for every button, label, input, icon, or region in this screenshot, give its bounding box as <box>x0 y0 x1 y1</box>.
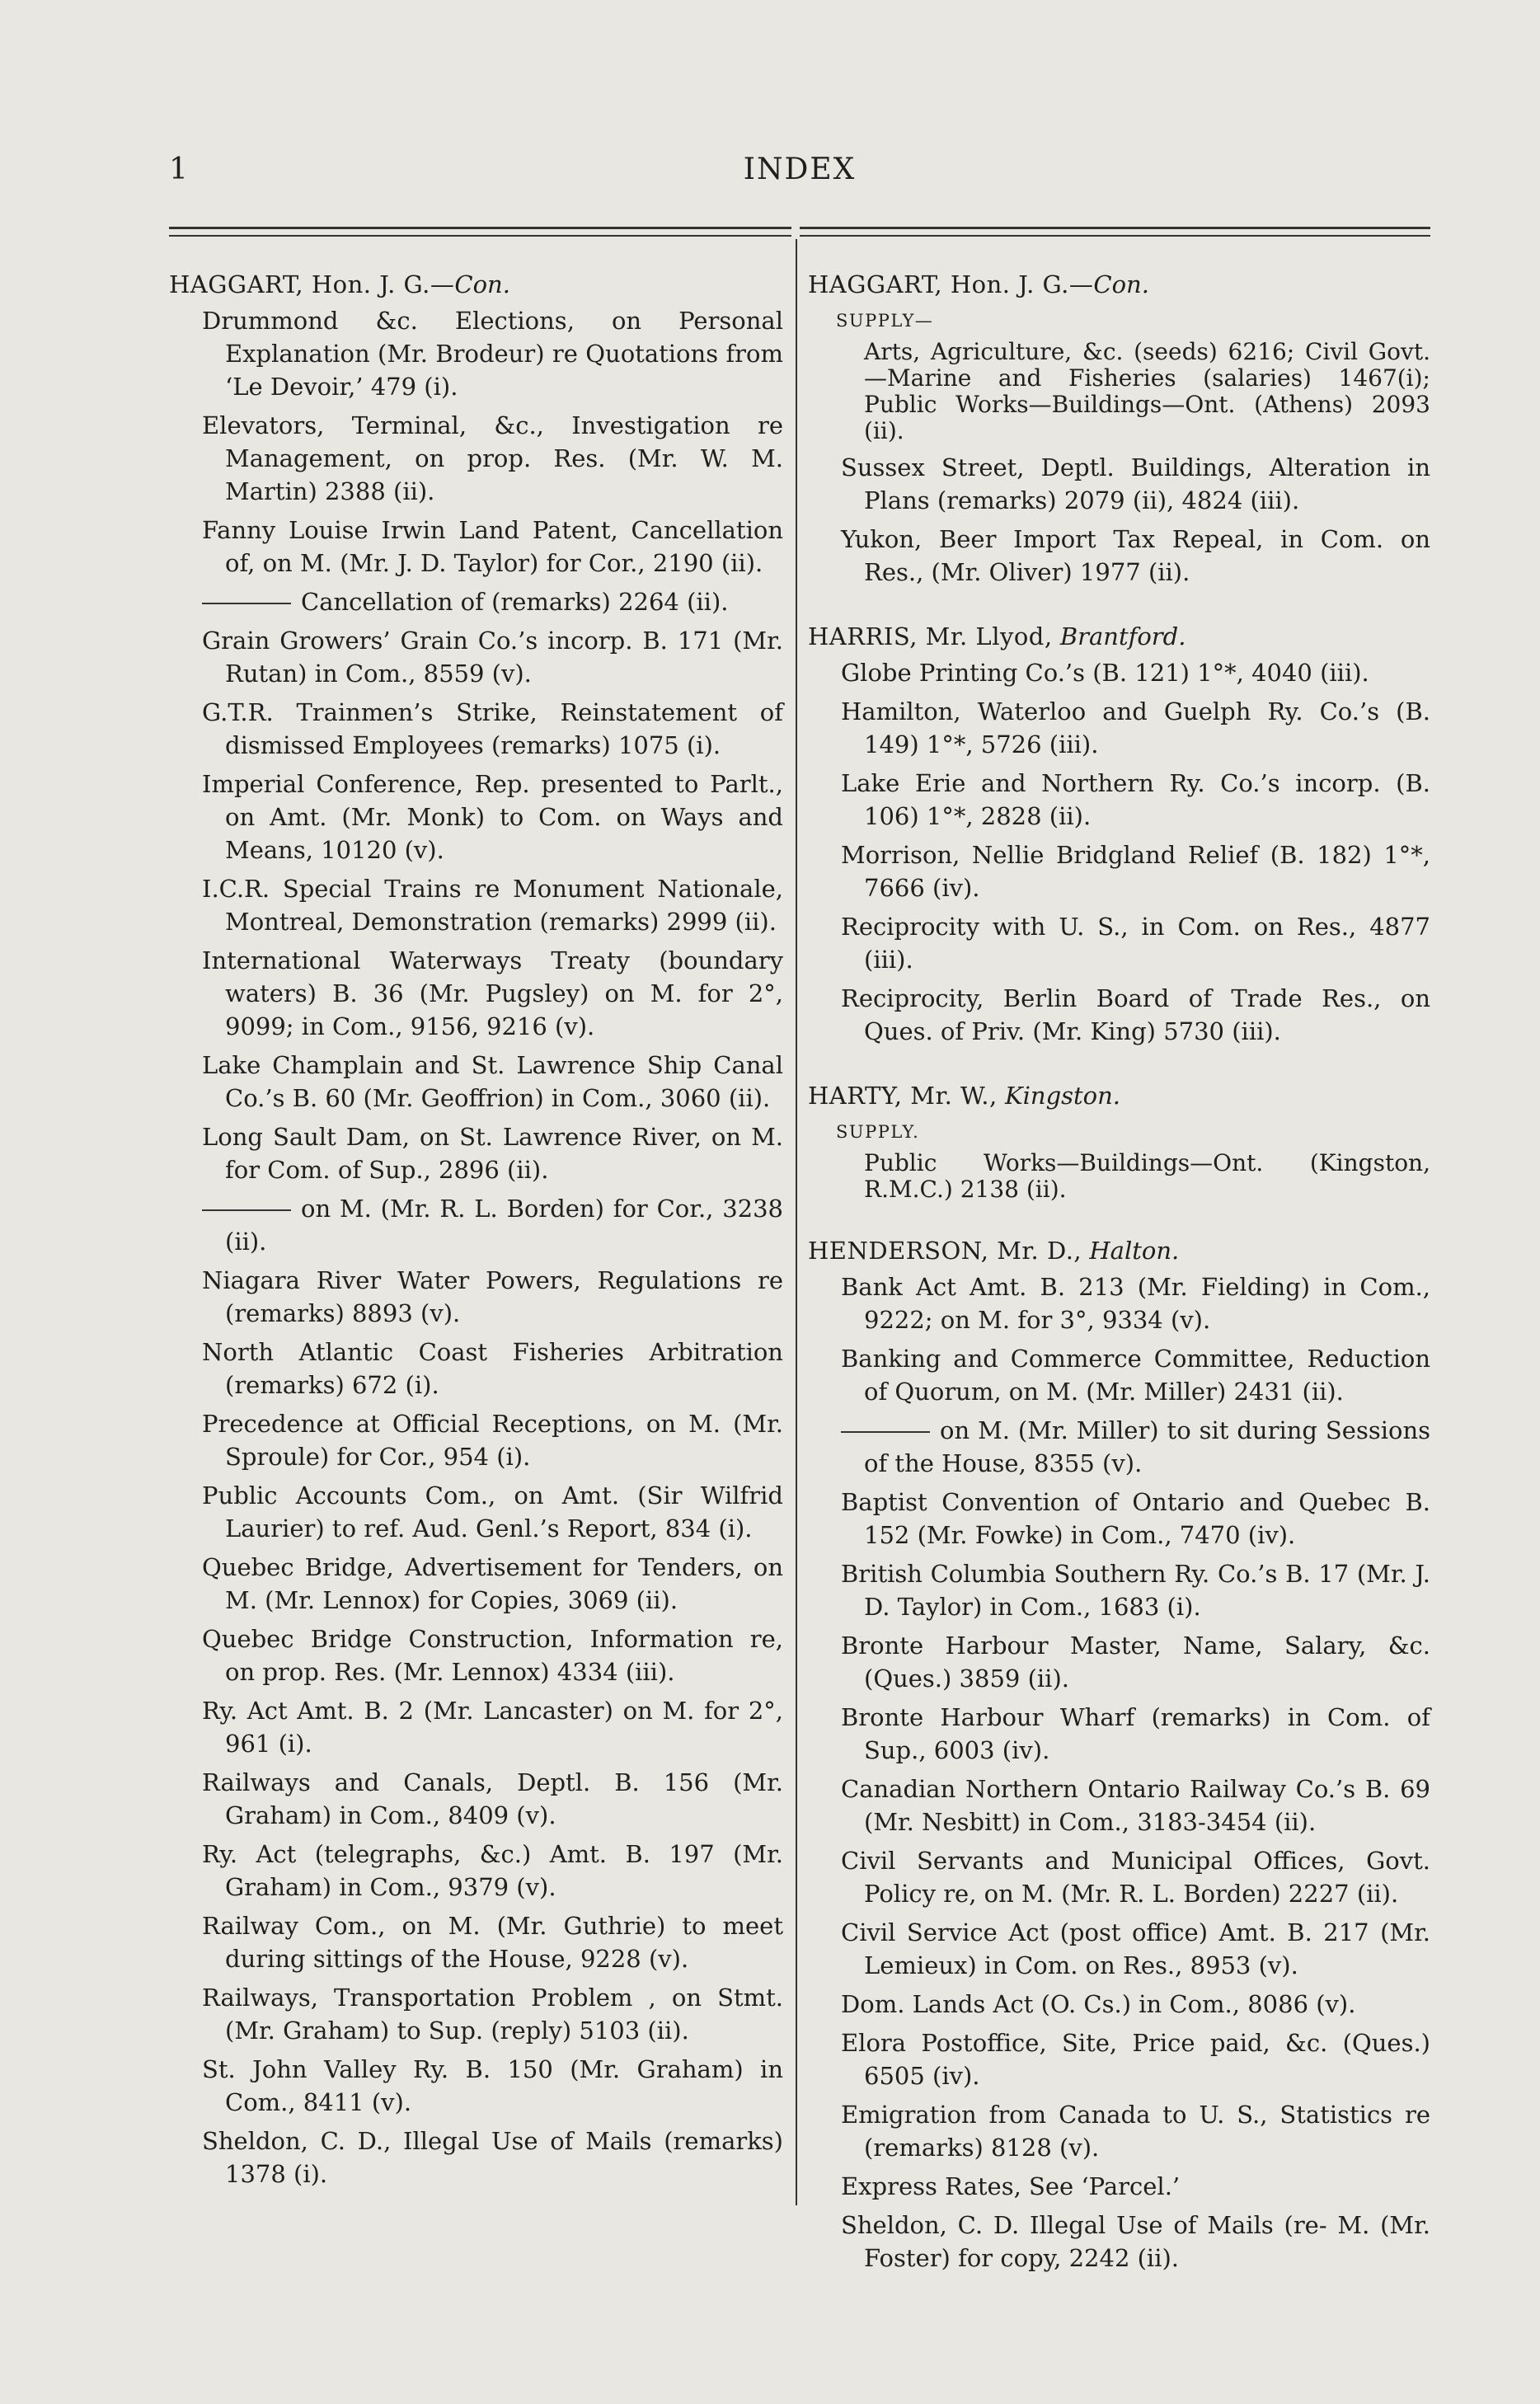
member-heading <box>808 268 1430 301</box>
header-rule-left-lower <box>169 235 791 237</box>
index-entry: Reciprocity, Berlin Board of Trade Res., on Ques. of Priv. (Mr. King) 5730 (iii). <box>841 984 1430 1045</box>
supply-label: SUPPLY. <box>836 1122 920 1142</box>
index-entry: British Columbia Southern Ry. Co.’s B. 17 (Mr. J. D. Taylor) in Com., 1683 (i). <box>841 1560 1430 1621</box>
member-group-harris <box>808 620 1430 1048</box>
page-header <box>169 153 1430 202</box>
index-entry: Quebec Bridge Construction, Information re, on prop. Res. (Mr. Lennox) 4334 (iii). <box>202 1625 783 1686</box>
index-entry: Sussex Street, Deptl. Buildings, Alteration in Plans (remarks) 2079 (ii), 4824 (iii). <box>841 453 1430 514</box>
left-column <box>169 268 783 2196</box>
member-riding: Brantford. <box>1059 622 1186 650</box>
index-entry: Ry. Act Amt. B. 2 (Mr. Lancaster) on M. for 2°, 961 (i). <box>202 1697 783 1758</box>
index-subentry: on M. (Mr. Miller) to sit during Sessions of the House, 8355 (v). <box>808 1414 1430 1480</box>
index-entry: North Atlantic Coast Fisheries Arbitration (remarks) 672 (i). <box>202 1338 783 1399</box>
member-group-henderson <box>808 1234 1430 2275</box>
member-riding: Kingston. <box>1004 1082 1121 1110</box>
index-entry: Bronte Harbour Master, Name, Salary, &c. (Ques.) 3859 (ii). <box>841 1632 1430 1693</box>
index-entry: Lake Champlain and St. Lawrence Ship Canal Co.’s B. 60 (Mr. Geoffrion) in Com., 3060 (ii). <box>202 1051 783 1112</box>
index-entry: Hamilton, Waterloo and Guelph Ry. Co.’s (B. 149) 1°*, 5726 (iii). <box>841 697 1430 758</box>
member-heading <box>808 1079 1430 1112</box>
index-entry: Imperial Conference, Rep. presented to Parlt., on Amt. (Mr. Monk) to Com. on Ways and Means, 10120 (v). <box>202 770 783 864</box>
member-name: HARTY, Mr. W., <box>808 1082 998 1110</box>
index-entry: I.C.R. Special Trains re Monument Nationale, Montreal, Demonstration (remarks) 2999 (ii). <box>202 875 783 936</box>
member-riding: Con. <box>454 270 510 298</box>
ditto-dash <box>202 603 291 604</box>
index-entry: Grain Growers’ Grain Co.’s incorp. B. 171 (Mr. Rutan) in Com., 8559 (v). <box>202 627 783 688</box>
column-divider <box>796 239 797 2205</box>
member-riding: Con. <box>1093 270 1149 298</box>
index-entry: Express Rates, See ‘Parcel.’ <box>841 2172 1181 2200</box>
page-number: 1 <box>169 153 188 186</box>
index-entry: Railways, Transportation Problem , on Stmt. (Mr. Graham) to Sup. (reply) 5103 (ii). <box>202 1984 783 2045</box>
right-column <box>808 268 1430 2306</box>
header-rule-left <box>169 227 791 229</box>
index-entry: Globe Printing Co.’s (B. 121) 1°*, 4040 (iii). <box>841 659 1369 687</box>
index-entry: Yukon, Beer Import Tax Repeal, in Com. on Res., (Mr. Oliver) 1977 (ii). <box>841 525 1430 586</box>
index-entry: G.T.R. Trainmen’s Strike, Reinstatement of dismissed Employees (remarks) 1075 (i). <box>202 698 783 759</box>
index-entry: Fanny Louise Irwin Land Patent, Cancellation of, on M. (Mr. J. D. Taylor) for Cor., 2190 (ii). <box>202 516 783 577</box>
index-entry: Public Accounts Com., on Amt. (Sir Wilfrid Laurier) to ref. Aud. Genl.’s Report, 834 (i). <box>202 1481 783 1542</box>
index-subentry: Cancellation of (remarks) 2264 (ii). <box>169 585 783 618</box>
header-rule-right <box>800 227 1430 229</box>
member-heading <box>169 268 783 301</box>
index-entry: Dom. Lands Act (O. Cs.) in Com., 8086 (v). <box>841 1990 1356 2018</box>
index-entry: International Waterways Treaty (boundary waters) B. 36 (Mr. Pugsley) on M. for 2°, 9099; in Com., 9156, 9216 (v). <box>202 946 783 1040</box>
index-entry: Bronte Harbour Wharf (remarks) in Com. of Sup., 6003 (iv). <box>841 1703 1430 1764</box>
index-subentry: on M. (Mr. R. L. Borden) for Cor., 3238 (ii). <box>169 1192 783 1258</box>
index-entry: Baptist Convention of Ontario and Quebec B. 152 (Mr. Fowke) in Com., 7470 (iv). <box>841 1488 1430 1549</box>
index-entry: Precedence at Official Receptions, on M. (Mr. Sproule) for Cor., 954 (i). <box>202 1410 783 1471</box>
index-entry: Emigration from Canada to U. S., Statistics re (remarks) 8128 (v). <box>841 2101 1430 2162</box>
member-name: HAGGART, Hon. J. G.— <box>808 270 1094 298</box>
supply-entry: Public Works—Buildings—Ont. (Kingston, R.M.C.) 2138 (ii). <box>864 1149 1430 1203</box>
supply-entry: Arts, Agriculture, &c. (seeds) 6216; Civil Govt.—Marine and Fisheries (salaries) 1467(i); Public Works—Buildings—Ont. (Athens) 2093 (ii). <box>864 338 1430 444</box>
page-title: INDEX <box>743 153 857 186</box>
index-entry: Civil Service Act (post office) Amt. B. 217 (Mr. Lemieux) in Com. on Res., 8953 (v). <box>841 1918 1430 1979</box>
header-rule-right-lower <box>800 235 1430 237</box>
member-heading <box>808 620 1430 653</box>
member-heading <box>808 1234 1430 1267</box>
member-name: HARRIS, Mr. Llyod, <box>808 622 1053 650</box>
index-entry: Canadian Northern Ontario Railway Co.’s B. 69 (Mr. Nesbitt) in Com., 3183-3454 (ii). <box>841 1775 1430 1836</box>
index-entry: Lake Erie and Northern Ry. Co.’s incorp. (B. 106) 1°*, 2828 (ii). <box>841 769 1430 830</box>
index-entry: Drummond &c. Elections, on Personal Explanation (Mr. Brodeur) re Quotations from ‘Le Devoir,’ 479 (i). <box>202 307 783 401</box>
member-group-haggart <box>808 268 1430 589</box>
ditto-dash <box>202 1209 291 1211</box>
index-entry: Banking and Commerce Committee, Reduction of Quorum, on M. (Mr. Miller) 2431 (ii). <box>841 1345 1430 1406</box>
ditto-dash <box>841 1431 930 1433</box>
index-entry: Railways and Canals, Deptl. B. 156 (Mr. Graham) in Com., 8409 (v). <box>202 1768 783 1829</box>
index-entry: Elevators, Terminal, &c., Investigation re Management, on prop. Res. (Mr. W. M. Martin) 2388 (ii). <box>202 411 783 505</box>
member-group-harty <box>808 1079 1430 1203</box>
member-name: HAGGART, Hon. J. G.— <box>169 270 455 298</box>
index-entry: Morrison, Nellie Bridgland Relief (B. 182) 1°*, 7666 (iv). <box>841 841 1430 902</box>
supply-label: SUPPLY— <box>836 311 934 331</box>
index-entry: Civil Servants and Municipal Offices, Govt. Policy re, on M. (Mr. R. L. Borden) 2227 (ii). <box>841 1847 1430 1908</box>
index-entry: Railway Com., on M. (Mr. Guthrie) to meet during sittings of the House, 9228 (v). <box>202 1912 783 1973</box>
index-entry: Reciprocity with U. S., in Com. on Res., 4877 (iii). <box>841 913 1430 974</box>
index-entry: Elora Postoffice, Site, Price paid, &c. (Ques.) 6505 (iv). <box>841 2029 1430 2090</box>
index-entry: Sheldon, C. D., Illegal Use of Mails (remarks) 1378 (i). <box>202 2127 783 2188</box>
index-entry: Sheldon, C. D. Illegal Use of Mails (re- M. (Mr. Foster) for copy, 2242 (ii). <box>841 2211 1430 2272</box>
member-riding: Halton. <box>1089 1237 1180 1265</box>
index-entry: Ry. Act (telegraphs, &c.) Amt. B. 197 (Mr. Graham) in Com., 9379 (v). <box>202 1840 783 1901</box>
index-entry: St. John Valley Ry. B. 150 (Mr. Graham) in Com., 8411 (v). <box>202 2055 783 2116</box>
index-entry: Bank Act Amt. B. 213 (Mr. Fielding) in Com., 9222; on M. for 3°, 9334 (v). <box>841 1273 1430 1334</box>
index-entry: Long Sault Dam, on St. Lawrence River, on M. for Com. of Sup., 2896 (ii). <box>202 1123 783 1184</box>
index-entry: Quebec Bridge, Advertisement for Tenders, on M. (Mr. Lennox) for Copies, 3069 (ii). <box>202 1553 783 1614</box>
index-entry: Niagara River Water Powers, Regulations re (remarks) 8893 (v). <box>202 1266 783 1327</box>
member-name: HENDERSON, Mr. D., <box>808 1237 1082 1265</box>
